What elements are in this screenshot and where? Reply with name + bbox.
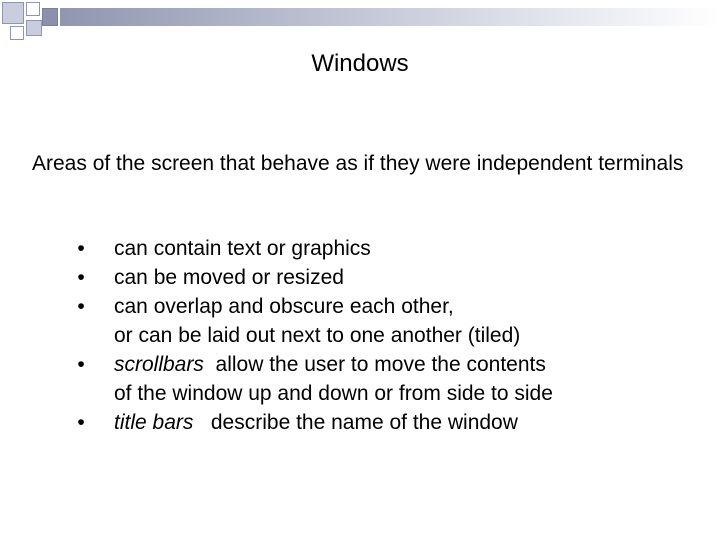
list-item-rest: describe the name of the window (193, 411, 518, 434)
slide-title-text: Windows (311, 50, 409, 77)
bullet-list (0, 234, 720, 437)
emphasis-term: title bars (114, 411, 194, 434)
decor-square-icon (10, 26, 24, 40)
list-item (0, 350, 720, 408)
header-gradient-band (60, 8, 720, 26)
emphasis-term: scrollbars (114, 353, 204, 376)
decor-square-icon (42, 8, 58, 26)
list-item-line: or can be laid out next to one another (tiled) (114, 324, 521, 347)
bullet-icon: • (77, 237, 85, 260)
list-item-line (114, 350, 704, 379)
list-item-line: can overlap and obscure each other, (114, 295, 454, 318)
bullet-icon: • (77, 266, 85, 289)
list-item-text: can be moved or resized (114, 266, 344, 289)
decor-square-icon (26, 2, 40, 16)
bullet-icon: • (77, 353, 85, 376)
list-item (0, 234, 720, 263)
decor-square-icon (26, 20, 42, 36)
list-item-text (114, 408, 704, 437)
intro-text: Areas of the screen that behave as if they were independent terminals (32, 152, 684, 175)
list-item (0, 263, 720, 292)
list-item-rest: allow the user to move the contents (203, 353, 546, 376)
decor-square-icon (2, 2, 24, 24)
list-item-line: of the window up and down or from side to side (114, 382, 553, 405)
slide-title (0, 49, 720, 79)
list-item-text (114, 292, 704, 350)
bullet-icon: • (77, 411, 85, 434)
list-item-text (114, 350, 704, 408)
bullet-icon: • (77, 295, 85, 318)
list-item (0, 292, 720, 350)
list-item-text: can contain text or graphics (114, 237, 371, 260)
list-item (0, 408, 720, 437)
